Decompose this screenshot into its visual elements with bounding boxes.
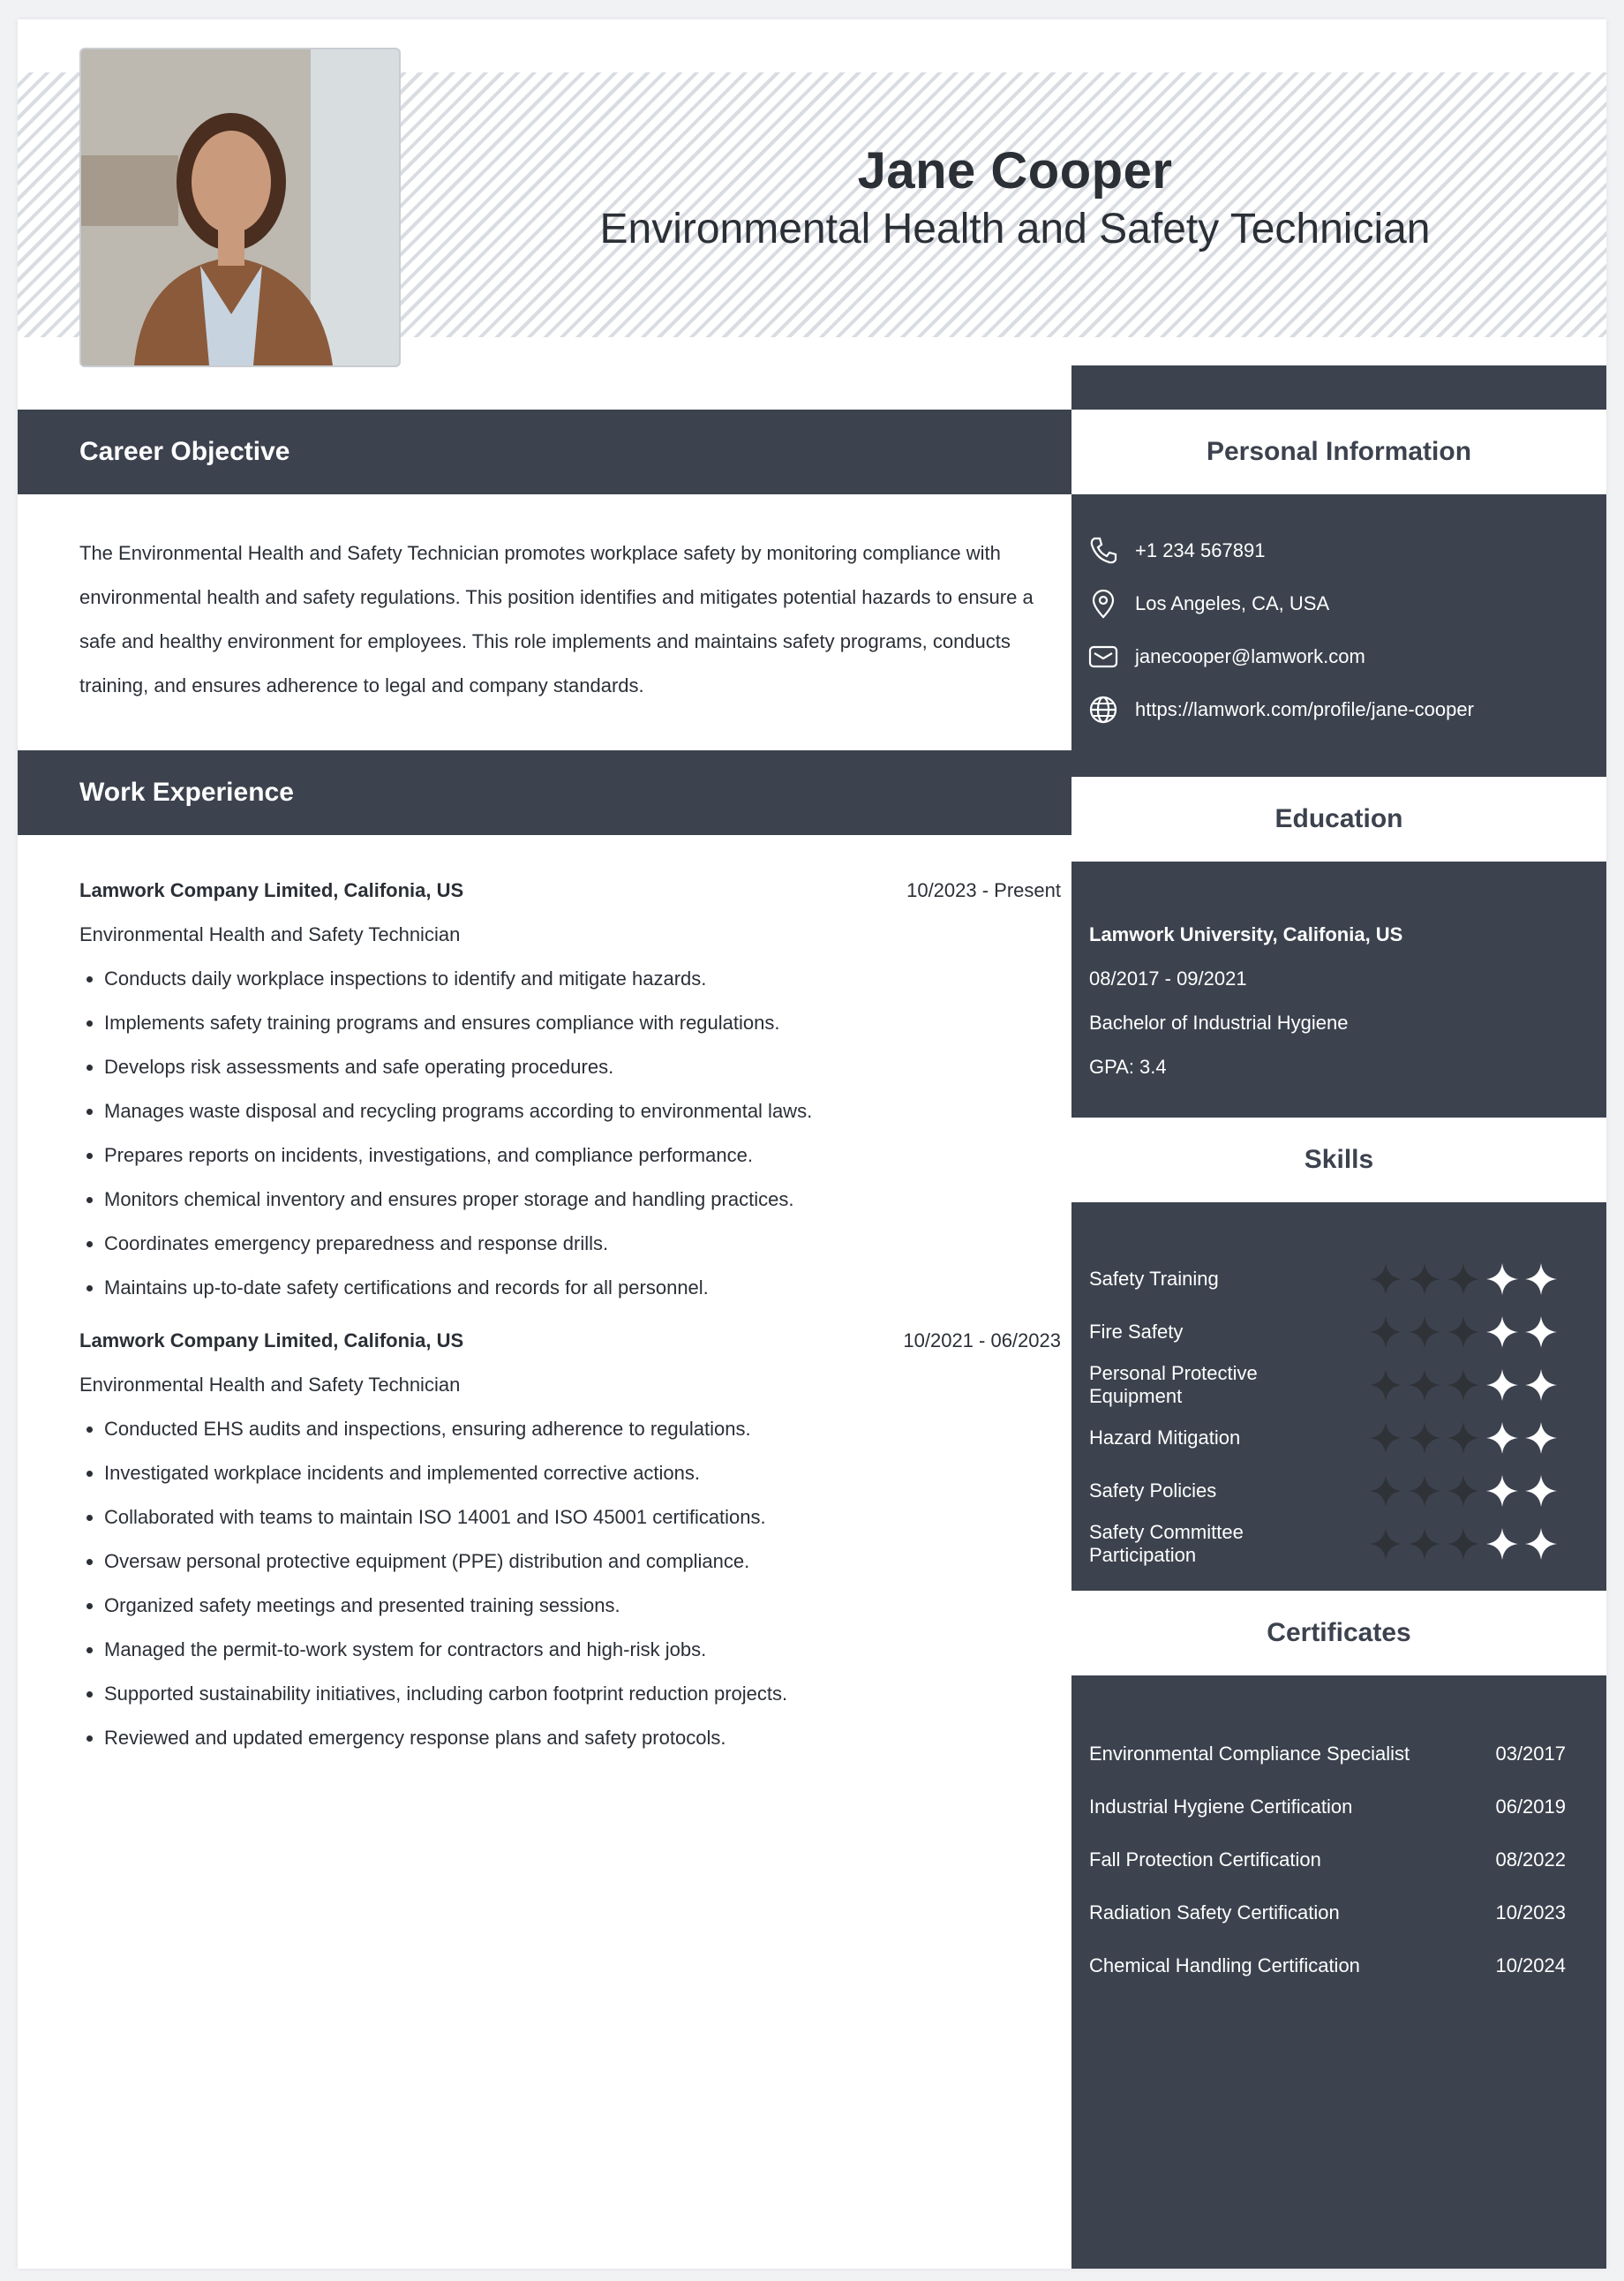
education-entry xyxy=(1089,913,1402,1089)
job-bullet: • Monitors chemical inventory and ensures proper storage and handling practices. xyxy=(104,1178,1071,1222)
skill-rating xyxy=(1368,1420,1559,1456)
job-entry xyxy=(79,1319,1071,1760)
job-dates: 10/2021 - 06/2023 xyxy=(903,1329,1061,1351)
skill-rating xyxy=(1368,1314,1559,1350)
section-heading-career-objective: Career Objective xyxy=(18,410,1071,494)
job-bullet: • Organized safety meetings and presented training sessions. xyxy=(104,1584,1071,1628)
job-bullets xyxy=(79,957,1071,1310)
location-row xyxy=(1087,588,1329,620)
skill-name: Fire Safety xyxy=(1089,1321,1184,1343)
mail-icon xyxy=(1087,641,1119,673)
star-filled-icon xyxy=(1446,1314,1481,1350)
job-company: Lamwork Company Limited, Califonia, US xyxy=(79,879,464,901)
phone-text: +1 234 567891 xyxy=(1135,539,1266,561)
education-degree: Bachelor of Industrial Hygiene xyxy=(1089,1012,1349,1034)
job-entry xyxy=(79,869,1071,1310)
job-dates: 10/2023 - Present xyxy=(906,879,1061,901)
certificate-row xyxy=(1089,1732,1566,1776)
job-bullet: • Oversaw personal protective equipment (PPE) distribution and compliance. xyxy=(104,1539,1071,1584)
job-bullet: • Reviewed and updated emergency response plans and safety protocols. xyxy=(104,1716,1071,1760)
star-filled-icon xyxy=(1407,1261,1442,1297)
skill-row xyxy=(1089,1257,1566,1301)
star-filled-icon xyxy=(1407,1420,1442,1456)
certificate-row xyxy=(1089,1944,1566,1988)
star-filled-icon xyxy=(1368,1473,1403,1509)
email-link[interactable]: janecooper@lamwork.com xyxy=(1135,645,1365,667)
skill-rating xyxy=(1368,1367,1559,1403)
star-filled-icon xyxy=(1368,1526,1403,1562)
job-role: Environmental Health and Safety Technician xyxy=(79,923,461,945)
skill-row xyxy=(1089,1416,1566,1460)
star-filled-icon xyxy=(1407,1526,1442,1562)
location-pin-icon xyxy=(1087,588,1119,620)
objective-text: The Environmental Health and Safety Technician promotes workplace safety by monitoring compliance with environmental health and safety regulations. This position identifies and mitigates potential hazards to ensure a safe and healthy environment for employees. This role implements and maintains safety programs, conducts training, and ensures adherence to legal and company standards. xyxy=(79,542,1034,696)
star-filled-icon xyxy=(1446,1473,1481,1509)
section-heading-education: Education xyxy=(1071,777,1606,862)
certificate-date: 10/2024 xyxy=(1495,1954,1566,1976)
website-row[interactable] xyxy=(1087,694,1474,726)
job-bullets xyxy=(79,1407,1071,1760)
skill-row xyxy=(1089,1310,1566,1354)
job-role: Environmental Health and Safety Technician xyxy=(79,1374,461,1396)
job-bullet: • Coordinates emergency preparedness and response drills. xyxy=(104,1222,1071,1266)
skill-row xyxy=(1089,1469,1566,1513)
star-empty-icon xyxy=(1523,1261,1559,1297)
star-filled-icon xyxy=(1368,1420,1403,1456)
phone-icon xyxy=(1087,535,1119,567)
certificate-date: 03/2017 xyxy=(1495,1743,1566,1765)
star-filled-icon xyxy=(1446,1420,1481,1456)
certificate-name: Industrial Hygiene Certification xyxy=(1089,1795,1353,1818)
job-bullet: • Manages waste disposal and recycling programs according to environmental laws. xyxy=(104,1089,1071,1133)
star-empty-icon xyxy=(1523,1420,1559,1456)
skill-row xyxy=(1089,1363,1566,1407)
certificate-name: Radiation Safety Certification xyxy=(1089,1901,1340,1923)
skill-row xyxy=(1089,1522,1566,1566)
job-bullet: • Prepares reports on incidents, investigations, and compliance performance. xyxy=(104,1133,1071,1178)
star-filled-icon xyxy=(1368,1261,1403,1297)
skill-rating xyxy=(1368,1526,1559,1562)
star-filled-icon xyxy=(1407,1314,1442,1350)
resume-page xyxy=(18,19,1606,2269)
email-row[interactable] xyxy=(1087,641,1365,673)
profile-photo xyxy=(79,48,401,367)
skill-name: Safety Committee Participation xyxy=(1089,1521,1244,1566)
education-dates: 08/2017 - 09/2021 xyxy=(1089,967,1247,990)
skill-name: Safety Policies xyxy=(1089,1479,1217,1502)
star-empty-icon xyxy=(1485,1261,1520,1297)
job-company: Lamwork Company Limited, Califonia, US xyxy=(79,1329,464,1351)
star-filled-icon xyxy=(1368,1314,1403,1350)
section-heading-work-experience: Work Experience xyxy=(18,750,1071,835)
skill-name: Safety Training xyxy=(1089,1268,1219,1290)
skill-rating xyxy=(1368,1473,1559,1509)
star-empty-icon xyxy=(1523,1314,1559,1350)
certificate-row xyxy=(1089,1891,1566,1935)
certificate-name: Fall Protection Certification xyxy=(1089,1848,1321,1871)
star-empty-icon xyxy=(1485,1526,1520,1562)
phone-row xyxy=(1087,535,1265,567)
job-bullet: • Implements safety training programs and ensures compliance with regulations. xyxy=(104,1001,1071,1045)
star-empty-icon xyxy=(1485,1473,1520,1509)
star-filled-icon xyxy=(1446,1261,1481,1297)
job-bullet: • Collaborated with teams to maintain ISO 14001 and ISO 45001 certifications. xyxy=(104,1495,1071,1539)
certificate-name: Environmental Compliance Specialist xyxy=(1089,1743,1410,1765)
candidate-name: Jane Cooper xyxy=(857,142,1173,199)
section-heading-skills: Skills xyxy=(1071,1118,1606,1202)
certificate-date: 10/2023 xyxy=(1495,1901,1566,1923)
candidate-title: Environmental Health and Safety Technician xyxy=(599,206,1431,252)
globe-icon xyxy=(1087,694,1119,726)
job-bullet: • Maintains up-to-date safety certifications and records for all personnel. xyxy=(104,1266,1071,1310)
star-empty-icon xyxy=(1523,1526,1559,1562)
star-filled-icon xyxy=(1446,1367,1481,1403)
star-filled-icon xyxy=(1407,1473,1442,1509)
job-bullet: • Investigated workplace incidents and implemented corrective actions. xyxy=(104,1451,1071,1495)
star-empty-icon xyxy=(1485,1314,1520,1350)
section-heading-personal-information: Personal Information xyxy=(1071,410,1606,494)
star-empty-icon xyxy=(1523,1367,1559,1403)
job-bullet: • Conducts daily workplace inspections to identify and mitigate hazards. xyxy=(104,957,1071,1001)
job-bullet: • Develops risk assessments and safe operating procedures. xyxy=(104,1045,1071,1089)
certificate-date: 06/2019 xyxy=(1495,1795,1566,1818)
job-bullet: • Managed the permit-to-work system for contractors and high-risk jobs. xyxy=(104,1628,1071,1672)
job-bullet: • Conducted EHS audits and inspections, ensuring adherence to regulations. xyxy=(104,1407,1071,1451)
star-filled-icon xyxy=(1368,1367,1403,1403)
skill-name: Hazard Mitigation xyxy=(1089,1427,1241,1449)
certificate-date: 08/2022 xyxy=(1495,1848,1566,1871)
certificate-row xyxy=(1089,1838,1566,1882)
certificate-name: Chemical Handling Certification xyxy=(1089,1954,1360,1976)
star-empty-icon xyxy=(1523,1473,1559,1509)
star-filled-icon xyxy=(1446,1526,1481,1562)
education-school: Lamwork University, Califonia, US xyxy=(1089,923,1403,945)
job-bullet: • Supported sustainability initiatives, including carbon footprint reduction projects. xyxy=(104,1672,1071,1716)
skill-rating xyxy=(1368,1261,1559,1297)
skill-name: Personal Protective Equipment xyxy=(1089,1362,1258,1407)
location-text: Los Angeles, CA, USA xyxy=(1135,592,1330,614)
star-filled-icon xyxy=(1407,1367,1442,1403)
website-link[interactable]: https://lamwork.com/profile/jane-cooper xyxy=(1135,698,1474,720)
section-heading-certificates: Certificates xyxy=(1071,1591,1606,1675)
star-empty-icon xyxy=(1485,1420,1520,1456)
certificate-row xyxy=(1089,1785,1566,1829)
education-gpa: GPA: 3.4 xyxy=(1089,1056,1167,1078)
star-empty-icon xyxy=(1485,1367,1520,1403)
